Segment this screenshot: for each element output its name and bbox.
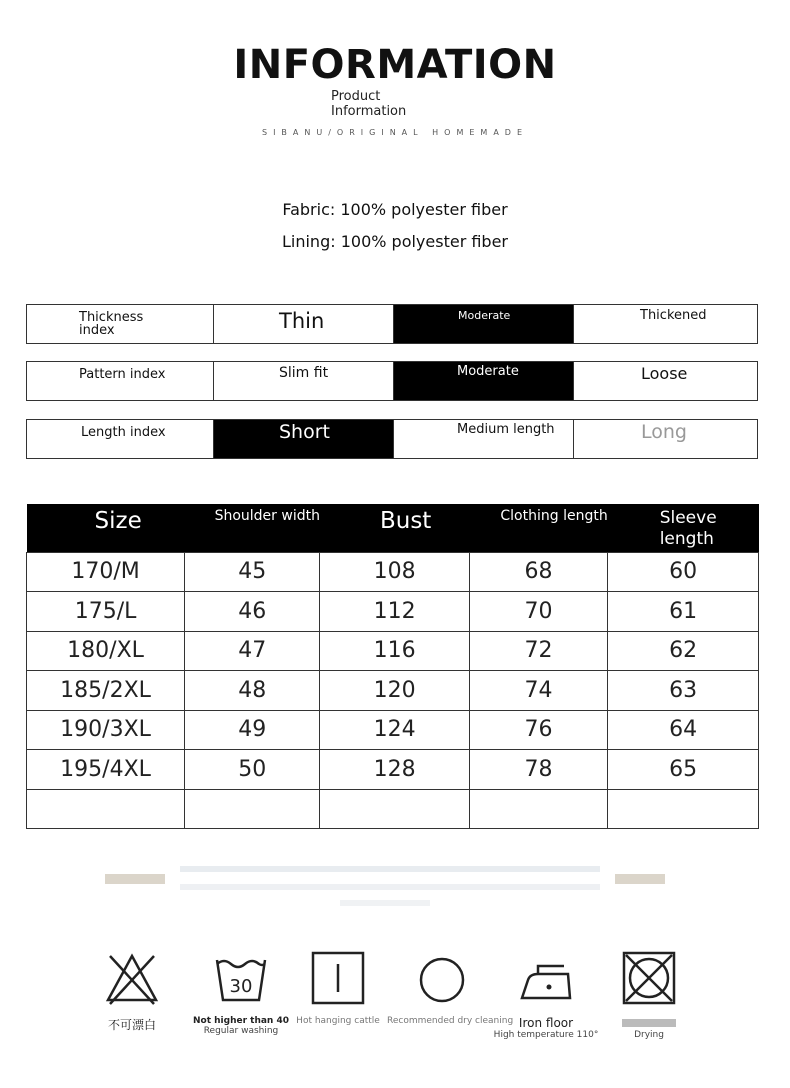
thickness-option-thickened: Thickened: [640, 308, 707, 323]
no-tumble-dry-icon: [621, 950, 677, 1006]
thickness-index-label-cell: [27, 305, 214, 343]
header-sleeve-length: Sleeve length: [608, 504, 759, 552]
size-table: [26, 504, 759, 829]
pattern-option-moderate: Moderate: [394, 362, 574, 400]
table-row: 195/4XL 50 128 78 65: [27, 750, 759, 790]
iron-icon: [518, 950, 574, 1006]
wash-30-icon: [213, 950, 269, 1006]
length-index-label-cell: [27, 420, 214, 458]
lining-text: Lining: 100% polyester fiber: [281, 232, 509, 251]
pattern-option-loose: Loose: [641, 364, 688, 383]
hang-dry-icon: [310, 950, 366, 1006]
care-no-tumble-dry: Drying: [594, 950, 704, 1040]
thickness-option-moderate: Moderate: [394, 305, 574, 343]
pattern-index-label-cell: [27, 362, 214, 400]
length-index-label: Length index: [81, 425, 166, 440]
page-title: INFORMATION: [233, 42, 557, 88]
care-dry-clean: Recommended dry cleaning: [387, 950, 497, 1026]
pattern-index-row: [26, 361, 758, 401]
subtitle: [331, 89, 406, 119]
length-option-short: Short: [214, 420, 394, 458]
faded-washing-banner: [100, 862, 670, 910]
table-row: 180/XL 47 116 72 62: [27, 631, 759, 671]
subtitle-line-1: Product: [331, 89, 381, 104]
svg-text:30: 30: [229, 976, 253, 997]
table-row-empty: [27, 789, 759, 829]
length-option-long: Long: [641, 421, 687, 443]
care-hang-dry: Hot hanging cattle: [283, 950, 393, 1026]
subtitle-line-2: Information: [331, 104, 407, 119]
no-bleach-icon: [104, 950, 160, 1006]
header-size: Size: [27, 504, 185, 552]
care-iron: Iron floor High temperature 110°: [491, 950, 601, 1040]
header-bust: Bust: [320, 504, 469, 552]
header-clothing-length: Clothing length: [469, 504, 607, 552]
table-row: 190/3XL 49 124 76 64: [27, 710, 759, 750]
care-no-bleach: 不可漂白: [77, 950, 187, 1033]
pattern-index-label: Pattern index: [79, 367, 166, 382]
pattern-option-slim-fit: Slim fit: [214, 362, 394, 400]
fabric-text: Fabric: 100% polyester fiber: [282, 200, 508, 219]
table-row: 170/M 45 108 68 60: [27, 552, 759, 592]
thickness-index-label: Thickness index: [79, 310, 144, 338]
table-row: 175/L 46 112 70 61: [27, 592, 759, 632]
dry-clean-icon: [414, 950, 470, 1006]
tagline: SIBANU/ORIGINAL HOMEMADE: [261, 128, 529, 137]
header-shoulder-width: Shoulder width: [185, 504, 320, 552]
thickness-option-thin: Thin: [214, 305, 394, 343]
length-index-row: [26, 419, 758, 459]
length-option-medium: Medium length: [394, 420, 574, 458]
care-wash-30: 30 Not higher than 40 Regular washing: [186, 950, 296, 1036]
table-row: 185/2XL 48 120 74 63: [27, 671, 759, 711]
size-table-header: [27, 504, 759, 552]
thickness-index-row: [26, 304, 758, 344]
